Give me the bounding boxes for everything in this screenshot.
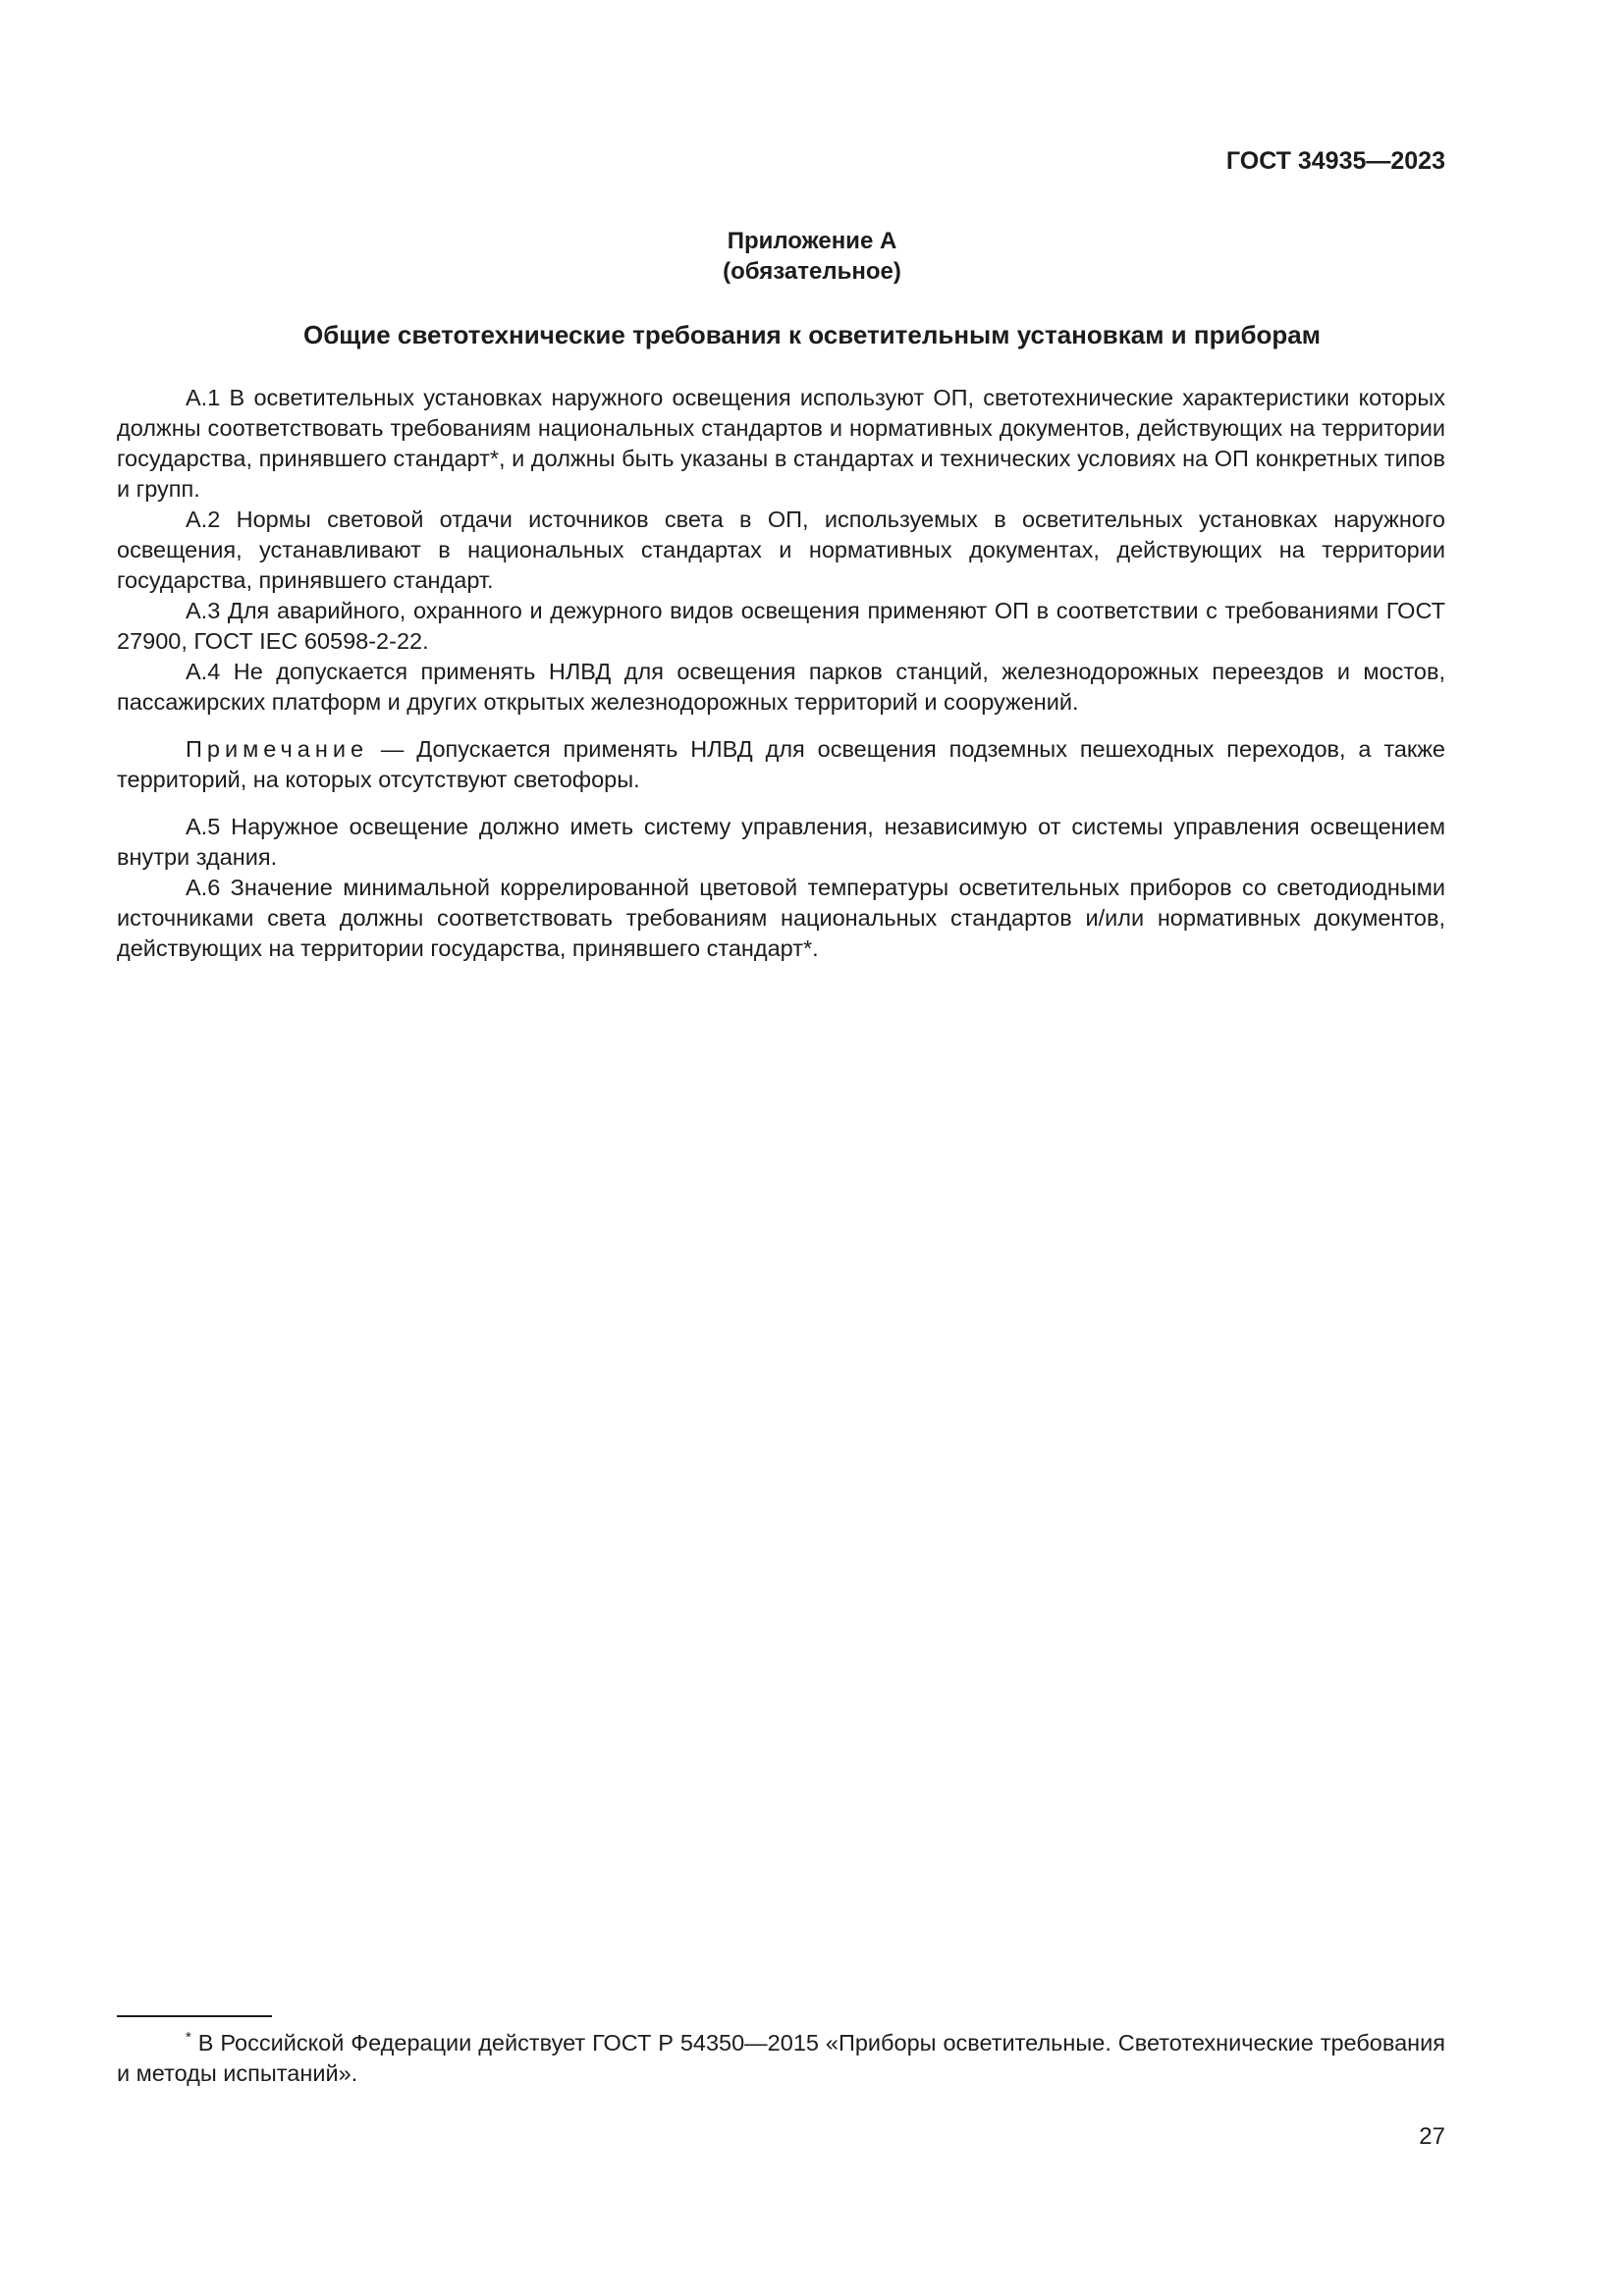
appendix-heading <box>0 226 1624 287</box>
note-label: Примечание <box>186 736 369 762</box>
footnote-text: В Российской Федерации действует ГОСТ Р 54350—2015 «Приборы осветительные. Светотехнические требования и методы испытаний». <box>117 2029 1445 2086</box>
footnote <box>117 2022 1445 2089</box>
paragraph-a4: А.4 Не допускается применять НЛВД для освещения парков станций, железнодорожных переездов и мостов, пассажирских платформ и других открытых железнодорожных территорий и сооружений. <box>117 659 1445 715</box>
page-number: 27 <box>1419 2123 1445 2150</box>
paragraph-a1: А.1 В осветительных установках наружного освещения используют ОП, светотехнические характеристики которых должны соответствовать требованиям национальных стандартов и нормативных документов, действующих на территории государства, принявшего стандарт*, и должны быть указаны в стандартах и технических условиях на ОП конкретных типов и групп. <box>117 385 1445 502</box>
footnote-marker: * <box>186 2029 191 2046</box>
appendix-status: (обязательное) <box>723 258 901 285</box>
body-text <box>117 383 1445 964</box>
note-paragraph <box>117 734 1445 795</box>
footnote-separator <box>117 2015 272 2017</box>
paragraph-a3: А.3 Для аварийного, охранного и дежурного видов освещения применяют ОП в соответствии с требованиями ГОСТ 27900, ГОСТ IEC 60598-2-22. <box>117 598 1445 654</box>
paragraph-a2: А.2 Нормы световой отдачи источников света в ОП, используемых в осветительных установках наружного освещения, устанавливают в национальных стандартах и нормативных документах, действующих на территории государства, принявшего стандарт. <box>117 507 1445 593</box>
paragraph-a6: А.6 Значение минимальной коррелированной цветовой температуры осветительных приборов со светодиодными источниками света должны соответствовать требованиям национальных стандартов и/или нормативных документов, действующих на территории государства, принявшего стандарт*. <box>117 875 1445 961</box>
section-title: Общие светотехнические требования к осветительным установкам и приборам <box>303 320 1321 349</box>
appendix-title: Приложение А <box>727 228 897 254</box>
paragraph-a5: А.5 Наружное освещение должно иметь систему управления, независимую от системы управления освещением внутри здания. <box>117 814 1445 870</box>
document-code: ГОСТ 34935—2023 <box>1225 147 1445 175</box>
note-text: — Допускается применять НЛВД для освещения подземных пешеходных переходов, а также территорий, на которых отсутствуют светофоры. <box>117 736 1445 792</box>
